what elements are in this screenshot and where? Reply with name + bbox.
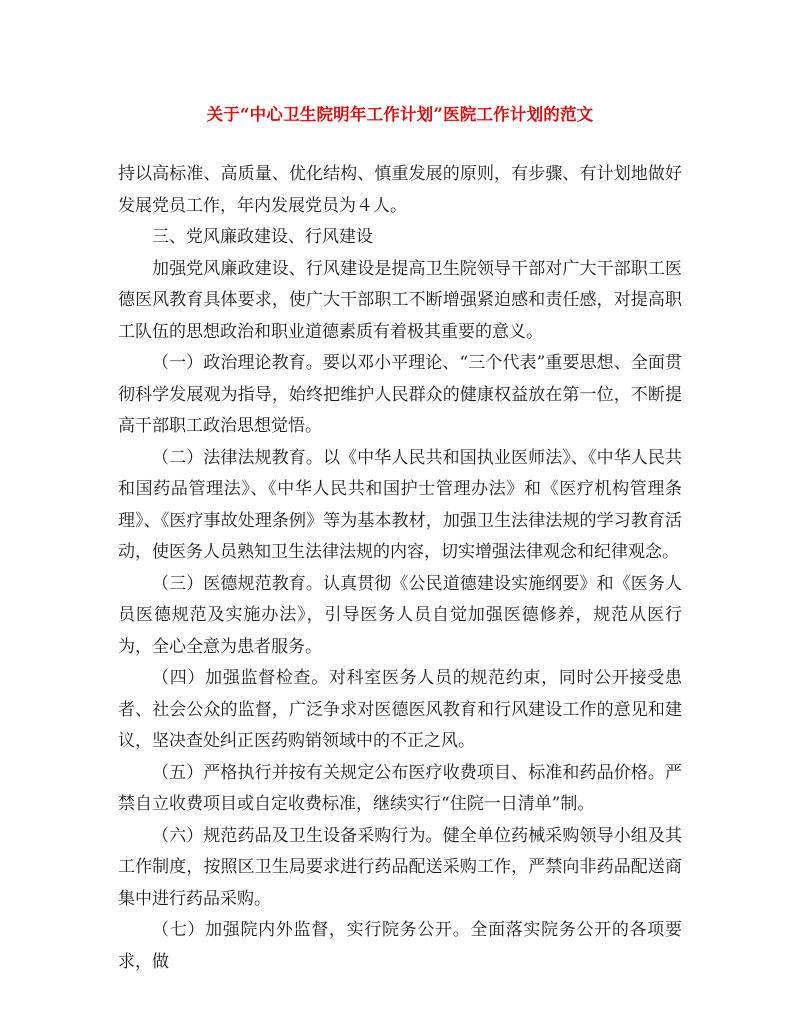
document-title: 关于“中心卫生院明年工作计划”医院工作计划的范文 <box>206 105 594 124</box>
paragraph-item-5-fee-disclosure: （五）严格执行并按有关规定公布医疗收费项目、标准和药品价格。严禁自立收费项目或自定收费标准，继续实行“住院一日清单”制。 <box>118 762 682 814</box>
paragraph-item-3-medical-ethics: （三）医德规范教育。认真贯彻《公民道德建设实施纲要》和《医务人员医德规范及实施办法》，引导医务人员自觉加强医德修养，规范从医行为，全心全意为患者服务。 <box>118 573 682 657</box>
paragraph-item-7-hospital-affairs: （七）加强院内外监督，实行院务公开。全面落实院务公开的各项要求，做 <box>118 920 682 972</box>
section-heading-party-conduct: 三、党风廉政建设、行风建设 <box>152 227 373 247</box>
paragraph-item-6-procurement: （六）规范药品及卫生设备采购行为。健全单位药械采购领导小组及其工作制度，按照区卫生局要求进行药品配送采购工作，严禁向非药品配送商集中进行药品采购。 <box>118 825 682 909</box>
paragraph-intro-party-conduct: 加强党风廉政建设、行风建设是提高卫生院领导干部对广大干部职工医德医风教育具体要求，使广大干部职工不断增强紧迫感和责任感，对提高职工队伍的思想政治和职业道德素质有着极其重要的意义。 <box>118 258 682 342</box>
paragraph-item-4-supervision: （四）加强监督检查。对科室医务人员的规范约束，同时公开接受患者、社会公众的监督，广泛争求对医德医风教育和行风建设工作的意见和建议，坚决查处纠正医药购销领域中的不正之风。 <box>118 668 682 751</box>
paragraph-party-member-development: 持以高标准、高质量、优化结构、慎重发展的原则，有步骤、有计划地做好发展党员工作，年内发展党员为４人。 <box>118 164 682 216</box>
document-body <box>118 159 682 978</box>
paragraph-item-1-political-theory: （一）政治理论教育。要以邓小平理论、“三个代表”重要思想、全面贯彻科学发展观为指导，始终把维护人民群众的健康权益放在第一位，不断提高干部职工政治思想觉悟。 <box>118 353 682 436</box>
paragraph-item-2-legal-education: （二）法律法规教育。以《中华人民共和国执业医师法》、《中华人民共和国药品管理法》、《中华人民共和国护士管理办法》和《医疗机构管理条理》、《医疗事故处理条例》等为基本教材，加强卫生法律法规的学习教育活动，使医务人员熟知卫生法律法规的内容，切实增强法律观念和纪律观念。 <box>118 447 682 562</box>
